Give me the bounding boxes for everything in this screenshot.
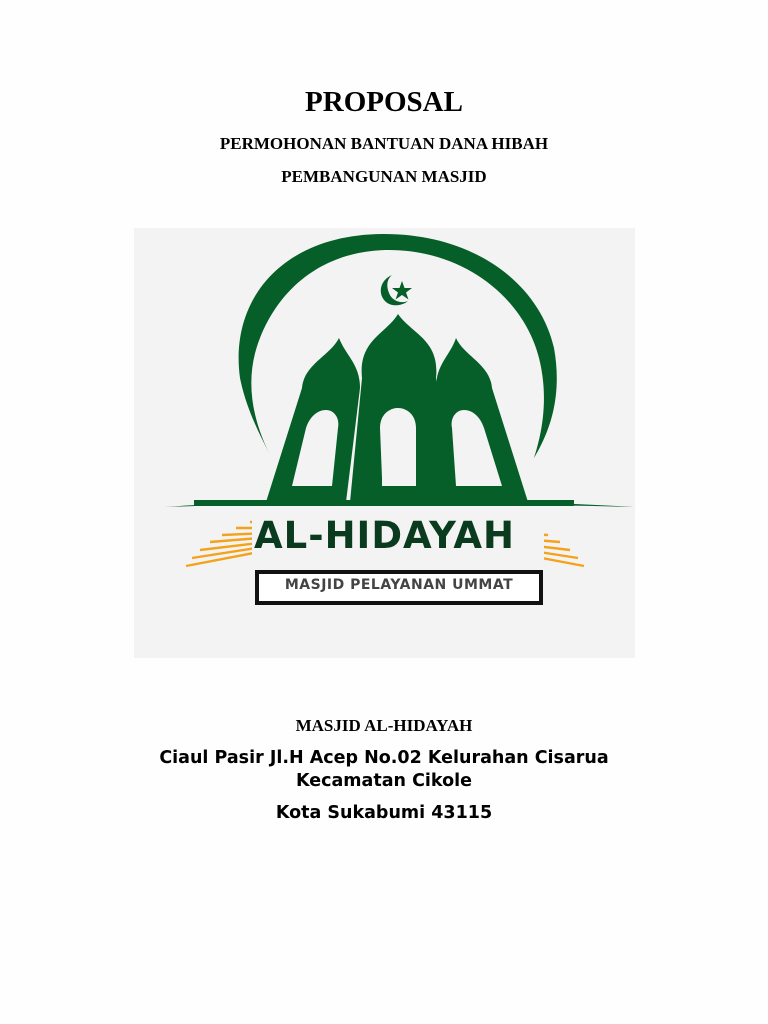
document-title: PROPOSAL [305, 86, 463, 118]
mosque-logo-icon [134, 228, 635, 658]
address-line2: Kecamatan Cikole [296, 771, 472, 791]
mosque-logo [134, 228, 635, 658]
document-subtitle-line2: PEMBANGUNAN MASJID [281, 167, 487, 186]
org-name: MASJID AL-HIDAYAH [295, 716, 473, 735]
city-postal: Kota Sukabumi 43115 [275, 803, 493, 823]
document-subtitle-line1: PERMOHONAN BANTUAN DANA HIBAH [219, 134, 549, 153]
address-line1: Ciaul Pasir Jl.H Acep No.02 Kelurahan Cisarua [159, 748, 609, 768]
logo-tagline: MASJID PELAYANAN UMMAT [284, 577, 514, 593]
logo-wordmark: AL-HIDAYAH [254, 514, 515, 557]
address [0, 747, 768, 793]
